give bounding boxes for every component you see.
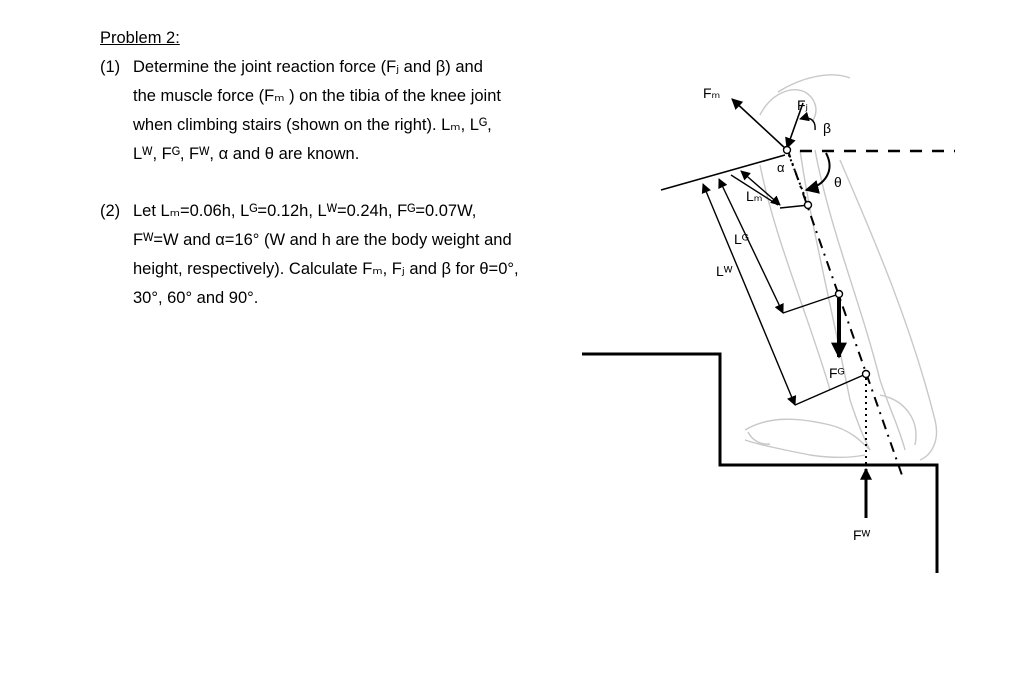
part-1-number: (1) — [100, 58, 121, 76]
part-2-line-3: height, respectively). Calculate Fₘ, Fⱼ and β for θ=0°, — [133, 260, 519, 278]
label-fg: Fᴳ — [829, 365, 845, 381]
part-1-line-1: Determine the joint reaction force (Fⱼ and β) and — [133, 58, 483, 76]
ankle-point — [863, 371, 870, 378]
part-2-line-1: Let Lₘ=0.06h, Lᴳ=0.12h, Lᵂ=0.24h, Fᴳ=0.07W, — [133, 202, 477, 220]
leg-sketch — [745, 75, 937, 460]
label-theta: θ — [834, 174, 842, 190]
part-2-number: (2) — [100, 202, 121, 220]
label-lw: Lᵂ — [716, 263, 733, 279]
beta-arc — [800, 118, 815, 130]
muscle-attach-point — [805, 202, 812, 209]
gravity-center-point — [836, 291, 843, 298]
lw-dimension-arrow — [703, 184, 795, 405]
fm-arrow — [732, 99, 787, 150]
stairs — [582, 354, 937, 573]
part-2-line-2: Fᵂ=W and α=16° (W and h are the body weight and — [133, 231, 512, 249]
label-alpha: α — [777, 160, 785, 175]
part-1-line-4: Lᵂ, Fᴳ, Fᵂ, α and θ are known. — [133, 145, 360, 163]
problem-title: Problem 2: — [100, 29, 180, 47]
label-fm: Fₘ — [703, 85, 721, 101]
part-1-line-3: when climbing stairs (shown on the right). Lₘ, Lᴳ, — [133, 116, 492, 134]
knee-joint-point — [784, 147, 791, 154]
dimension-base-line — [661, 155, 785, 190]
part-2-line-4: 30°, 60° and 90°. — [133, 289, 259, 307]
theta-arc — [806, 153, 829, 190]
label-fw: Fᵂ — [853, 527, 871, 543]
label-beta: β — [823, 120, 832, 136]
part-1-line-2: the muscle force (Fₘ ) on the tibia of the knee joint — [133, 87, 501, 105]
label-fj: Fⱼ — [797, 97, 808, 113]
label-lg: Lᴳ — [734, 231, 749, 247]
label-lm: Lₘ — [746, 188, 763, 204]
